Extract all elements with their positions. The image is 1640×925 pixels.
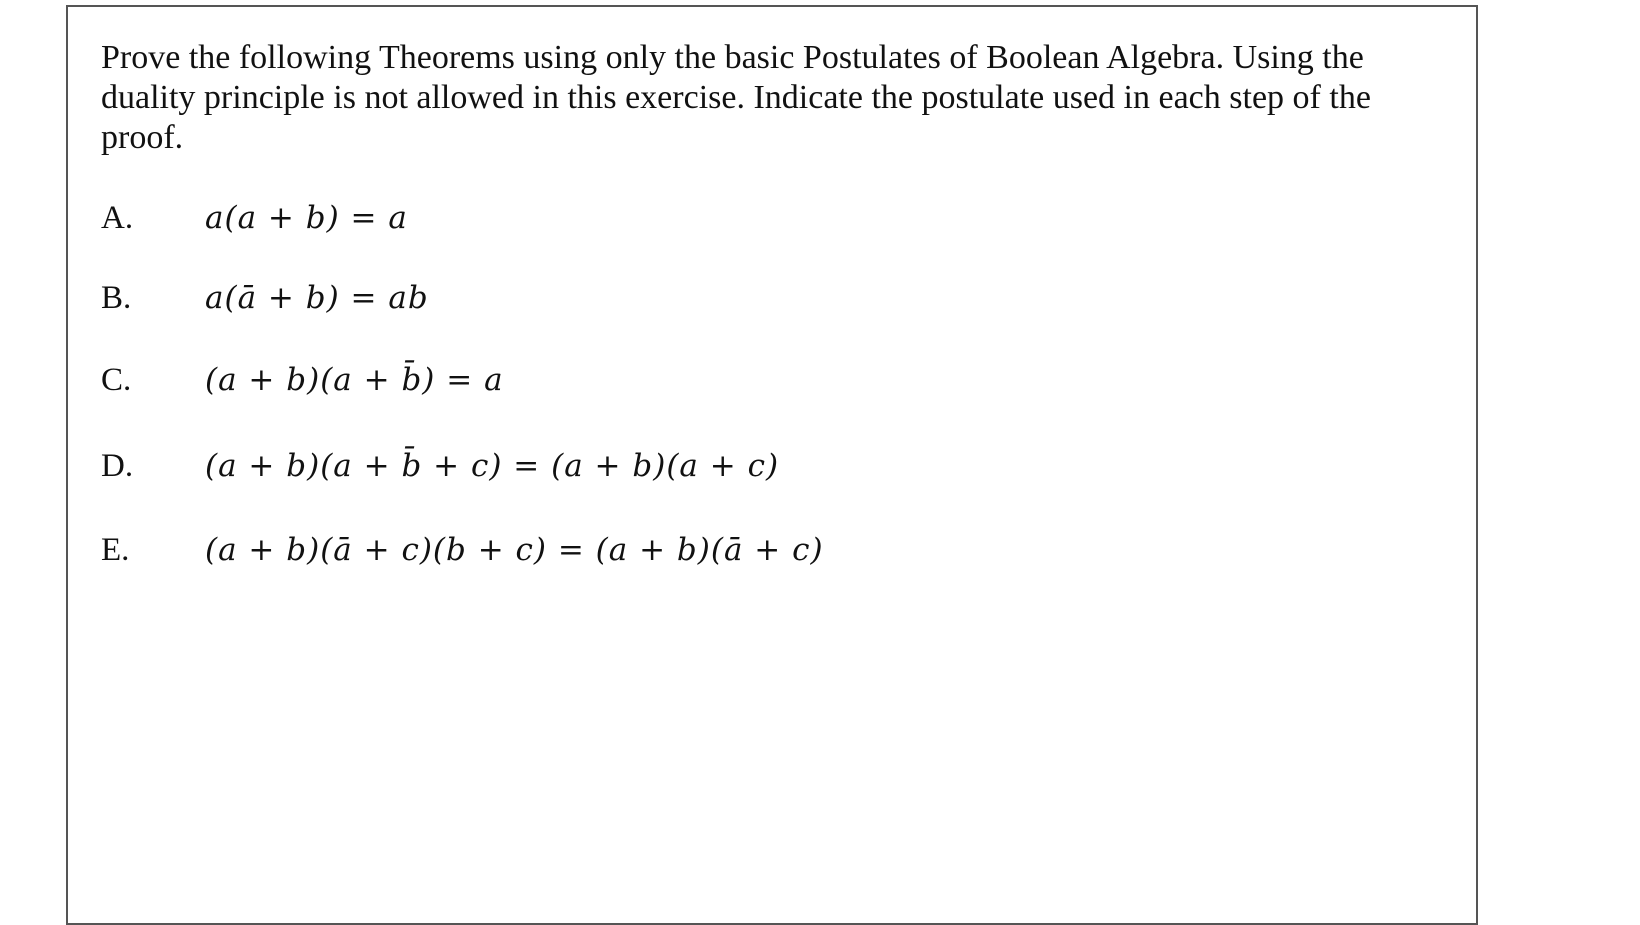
theorem-label: C.: [101, 362, 132, 398]
theorem-expression: (a + b)(a + b̄) = a: [205, 362, 504, 398]
theorem-label: B.: [101, 280, 132, 316]
theorem-label: E.: [101, 532, 130, 568]
theorem-expression: a(a + b) = a: [205, 200, 408, 236]
theorem-expression: (a + b)(ā + c)(b + c) = (a + b)(ā + c): [205, 532, 824, 568]
theorem-expression: a(ā + b) = ab: [205, 280, 429, 316]
instructions-line: proof.: [101, 119, 184, 156]
theorem-label: A.: [101, 200, 134, 236]
instructions-line: duality principle is not allowed in this exercise. Indicate the postulate used in each step of the: [101, 79, 1371, 116]
theorem-expression: (a + b)(a + b̄ + c) = (a + b)(a + c): [205, 448, 780, 484]
instructions-paragraph: [101, 38, 1441, 158]
instructions-line: Prove the following Theorems using only the basic Postulates of Boolean Algebra. Using the: [101, 39, 1364, 76]
theorem-label: D.: [101, 448, 134, 484]
